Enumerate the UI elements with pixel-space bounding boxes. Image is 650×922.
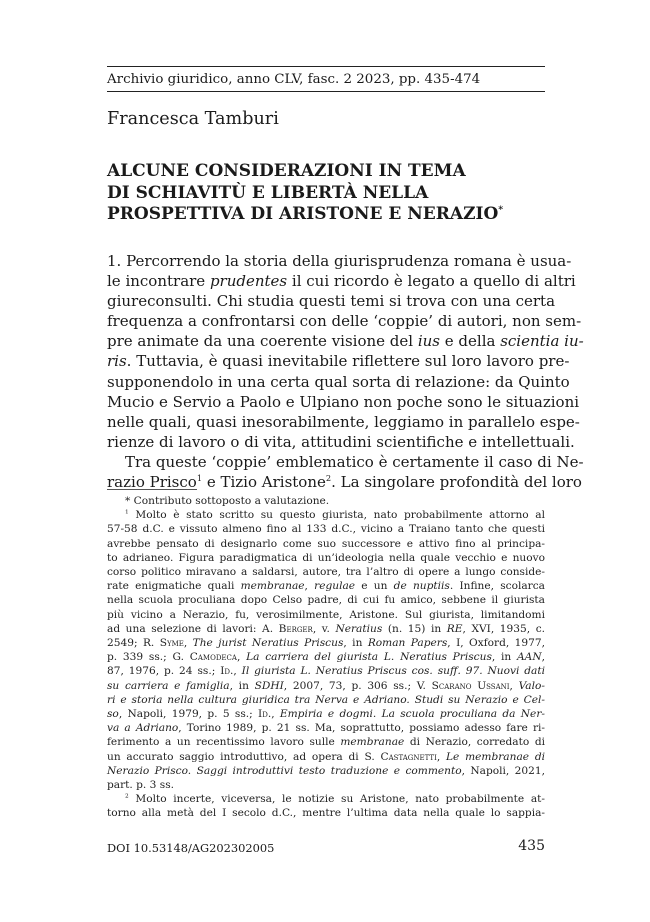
footnote-line: so, Napoli, 1979, p. 5 ss.; Id., Empiria e dogmi. La scuola proculiana da Ner- bbox=[107, 708, 545, 721]
footnote-line: nella scuola proculiana dopo Celso padre, di cui fu amico, sebbene il giurista bbox=[107, 594, 545, 607]
footnote-line: rate enigmatiche quali membranae, regulae e un de nuptiis. Infine, scolarca bbox=[107, 580, 545, 593]
author-name: Francesca Tamburi bbox=[107, 109, 279, 129]
footnote-line: torno alla metà del I secolo d.C., mentre l’ultima data nella quale lo sappia- bbox=[107, 807, 545, 820]
footnote-line: to adrianeo. Figura paradigmatica di un’ideologia nella quale vecchio e nuovo bbox=[107, 551, 545, 564]
footnote-line: part. p. 3 ss. bbox=[107, 779, 175, 792]
body-line: le incontrare prudentes il cui ricordo è legato a quello di altri bbox=[107, 272, 576, 291]
footer-doi bbox=[107, 841, 274, 855]
header-bottom-rule bbox=[107, 91, 545, 92]
body-line: razio Prisco$^1$ e Tizio Aristone$^2$. La singolare profondità del loro bbox=[107, 473, 582, 492]
body-text bbox=[107, 251, 584, 492]
footnote-line: su carriera e famiglia, in SDHI, 2007, 73, p. 306 ss.; V. Scarano Ussani, Valo- bbox=[107, 679, 545, 692]
journal-header: Archivio giuridico, anno CLV, fasc. 2 2023, pp. 435-474 bbox=[107, 72, 481, 87]
footnote-line: p. 339 ss.; G. Camodeca, La carriera del giurista L. Neratius Priscus, in AAN, bbox=[107, 651, 545, 664]
doi-text: DOI 10.53148/AG202302005 bbox=[107, 841, 275, 855]
footnote-line: ri e storia nella cultura giuridica tra Nerva e Adriano. Studi su Nerazio e Cel- bbox=[107, 693, 545, 706]
footnote-line: Nerazio Prisco. Saggi introduttivi testo traduzione e commento, Napoli, 2021, bbox=[107, 764, 546, 777]
title-footnote-mark: * bbox=[498, 204, 504, 216]
footnote-line: $^2$ Molto incerte, viceversa, le notizie su Aristone, nato probabilmente at- bbox=[125, 793, 545, 806]
footnote-line: $^1$ Molto è stato scritto su questo giurista, nato probabilmente attorno al bbox=[125, 509, 545, 522]
footnote-line: ferimento a un recentissimo lavoro sulle membranae di Nerazio, corredato di bbox=[107, 736, 545, 749]
footnote-line: 2549; R. Syme, The jurist Neratius Priscus, in Roman Papers, I, Oxford, 1977, bbox=[107, 637, 545, 650]
title-line: ALCUNE CONSIDERAZIONI IN TEMA bbox=[107, 161, 466, 181]
body-line: pre animate da una coerente visione del ius e della scientia iu- bbox=[107, 332, 584, 351]
article-title bbox=[107, 161, 547, 226]
footnote-line: 87, 1976, p. 24 ss.; Id., Il giurista L. Neratius Priscus cos. suff. 97. Nuovi dati bbox=[107, 665, 545, 678]
footnote-line: va a Adriano, Torino 1989, p. 21 ss. Ma, soprattutto, possiamo adesso fare ri- bbox=[107, 722, 545, 735]
body-line: 1. Percorrendo la storia della giurisprudenza romana è usua- bbox=[107, 252, 572, 270]
footnote-line: ad una selezione di lavori: A. Berger, v. Neratius (n. 15) in RE, XVI, 1935, c. bbox=[107, 622, 546, 635]
body-line: rienze di lavoro o di vita, attitudini scientifiche e intellettuali. bbox=[107, 432, 575, 451]
body-line: giureconsulti. Chi studia questi temi si trova con una certa bbox=[107, 292, 556, 311]
footnote-line: più vicino a Nerazio, fu, verosimilmente, Aristone. Sul giurista, limitandomi bbox=[107, 608, 545, 621]
body-line: frequenza a confrontarsi con delle ‘coppie’ di autori, non sem- bbox=[107, 312, 582, 331]
title-line: DI SCHIAVITÙ E LIBERTÀ NELLA bbox=[107, 182, 429, 203]
footnote-line: 57-58 d.C. e vissuto almeno fino al 133 d.C., vicino a Traiano tanto che questi bbox=[107, 523, 545, 536]
body-line: ris. Tuttavia, è quasi inevitabile riflettere sul loro lavoro pre- bbox=[107, 352, 570, 371]
title-line bbox=[107, 204, 547, 226]
body-line: Mucio e Servio a Paolo e Ulpiano non poche sono le situazioni bbox=[107, 392, 580, 411]
body-line: supponendolo in una certa qual sorta di relazione: da Quinto bbox=[107, 372, 570, 391]
title-line-text: PROSPETTIVA DI ARISTONE E NERAZIO bbox=[107, 204, 499, 224]
page-number: 435 bbox=[518, 838, 545, 854]
footnote-separator bbox=[107, 489, 197, 490]
body-line: nelle quali, quasi inesorabilmente, leggiamo in parallelo espe- bbox=[107, 412, 580, 431]
footnote-line: un accurato saggio introduttivo, ad opera di S. Castagnetti, Le membranae di bbox=[107, 750, 545, 763]
body-line: Tra queste ‘coppie’ emblematico è certamente il caso di Ne- bbox=[125, 452, 584, 471]
footnotes bbox=[107, 494, 545, 821]
footnote-line: avrebbe pensato di designarlo come suo successore e attivo fino al principa- bbox=[107, 537, 545, 550]
header-top-rule bbox=[107, 66, 545, 67]
footnote-line: * Contributo sottoposto a valutazione. bbox=[125, 495, 330, 507]
footnote-line: corso politico miravano a saldarsi, autore, tra l’altro di opere a lungo conside- bbox=[107, 566, 545, 579]
